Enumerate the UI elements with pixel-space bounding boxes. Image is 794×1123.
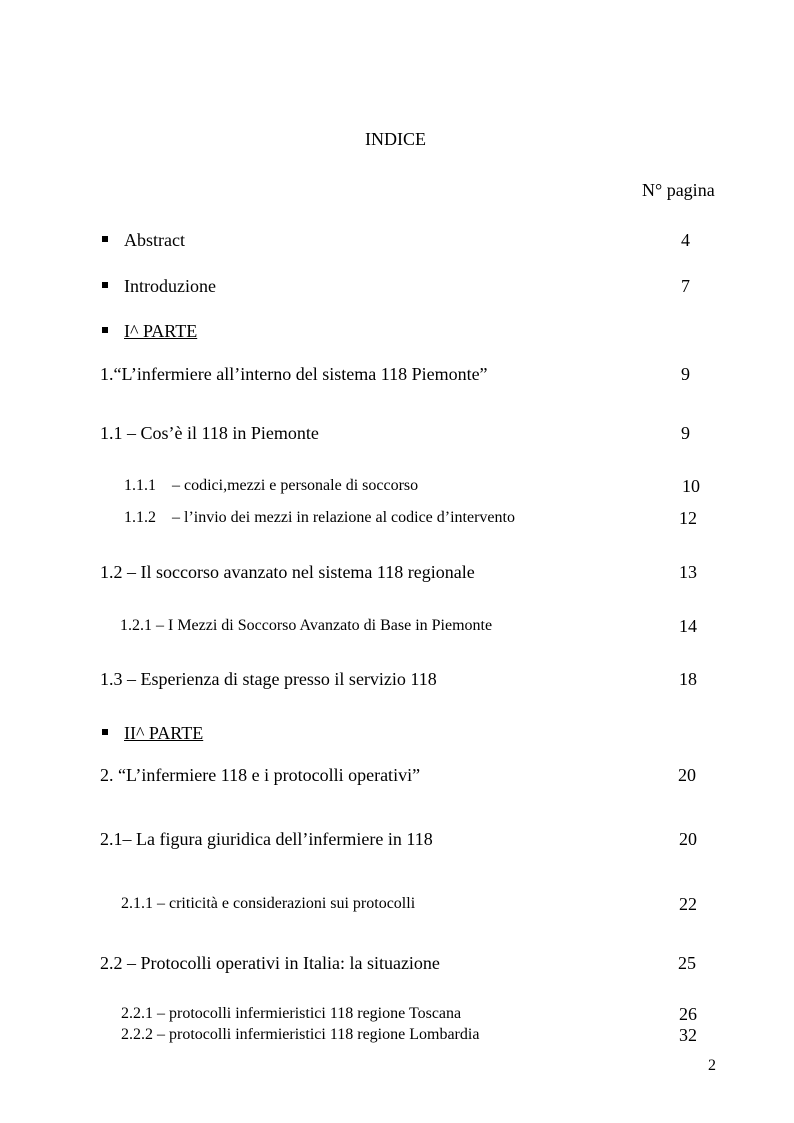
page-number: 2	[708, 1057, 716, 1074]
part-heading: II^ PARTE	[124, 723, 204, 743]
toc-entry-page: 7	[681, 276, 690, 296]
toc-entry-label: 1.2.1 – I Mezzi di Soccorso Avanzato di Base in Piemonte	[120, 617, 493, 634]
toc-entry-page: 20	[678, 765, 696, 785]
toc-entry-label: – l’invio dei mezzi in relazione al codice d’intervento	[172, 509, 515, 526]
bullet-marker	[102, 729, 108, 735]
toc-entry-page: 22	[679, 894, 697, 914]
toc-entry-page: 20	[679, 829, 697, 849]
toc-entry-label: 1.1 – Cos’è il 118 in Piemonte	[100, 423, 319, 443]
toc-entry-page: 9	[681, 364, 690, 384]
toc-entry-label: – codici,mezzi e personale di soccorso	[172, 477, 419, 494]
toc-entry-page: 18	[679, 669, 697, 689]
bullet-marker	[102, 327, 108, 333]
toc-entry-label: 1.3 – Esperienza di stage presso il servizio 118	[100, 669, 437, 689]
bullet-marker	[102, 282, 108, 288]
toc-entry-page: 10	[682, 476, 700, 496]
toc-entry-number: 1.1.1	[124, 477, 156, 494]
toc-entry-page: 12	[679, 508, 697, 528]
toc-entry-page: 4	[681, 230, 690, 250]
toc-entry-label: 2.2.2 – protocolli infermieristici 118 regione Lombardia	[121, 1026, 480, 1043]
toc-entry-page: 14	[679, 616, 697, 636]
toc-entry-page: 26	[679, 1004, 697, 1024]
toc-entry-label: 2.1.1 – criticità e considerazioni sui protocolli	[121, 895, 416, 912]
page-title: INDICE	[365, 129, 426, 149]
toc-entry-label: Abstract	[124, 230, 185, 250]
toc-entry-page: 25	[678, 953, 696, 973]
toc-entry-page: 13	[679, 562, 697, 582]
toc-entry-label: 2.1– La figura giuridica dell’infermiere in 118	[100, 829, 433, 849]
toc-entry-label: 1.“L’infermiere all’interno del sistema 118 Piemonte”	[100, 364, 488, 384]
toc-entry-label: 2.2 – Protocolli operativi in Italia: la situazione	[100, 953, 440, 973]
toc-entry-page: 9	[681, 423, 690, 443]
part-heading: I^ PARTE	[124, 321, 198, 341]
toc-entry-label: 2. “L’infermiere 118 e i protocolli operativi”	[100, 765, 421, 785]
toc-entry-label: 2.2.1 – protocolli infermieristici 118 regione Toscana	[121, 1005, 462, 1022]
toc-entry-number: 1.1.2	[124, 509, 156, 526]
page-column-header: N° pagina	[642, 180, 715, 200]
bullet-marker	[102, 236, 108, 242]
toc-entry-label: Introduzione	[124, 276, 216, 296]
toc-entry-label: 1.2 – Il soccorso avanzato nel sistema 118 regionale	[100, 562, 475, 582]
toc-entry-page: 32	[679, 1025, 697, 1045]
